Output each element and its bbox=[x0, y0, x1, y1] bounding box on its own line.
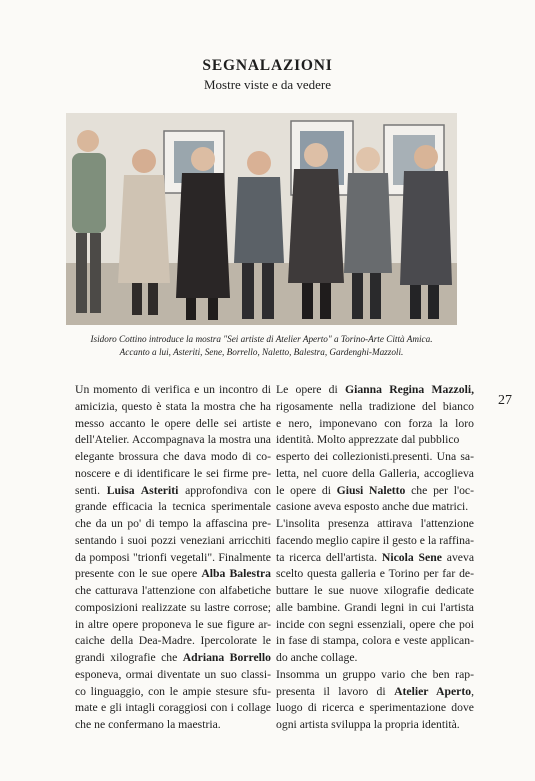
text-line bbox=[75, 684, 271, 701]
artist-name: Gianna Regina Mazzoli, bbox=[344, 383, 474, 396]
text-line bbox=[276, 382, 474, 399]
artist-name: Adriana Borrello bbox=[182, 651, 271, 664]
text-segment: approfondiva con bbox=[178, 483, 271, 497]
text-segment: sentando i suoi pozzi veneziani arricchiti bbox=[75, 533, 271, 547]
text-segment: grande efficacia la tecnica sperimentale bbox=[75, 500, 271, 514]
text-segment: presente con le sue opere bbox=[75, 567, 202, 581]
page-number: 27 bbox=[498, 393, 512, 408]
text-segment: Un momento di verifica e un incontro di bbox=[75, 383, 271, 396]
text-line bbox=[276, 600, 474, 617]
text-segment: che da un po' di tempo la affascina pre- bbox=[75, 517, 271, 530]
text-segment: scelto questa galleria e Torino per far de- bbox=[276, 567, 474, 581]
text-line bbox=[276, 633, 474, 650]
text-segment: incide con segni essenziali, opere che poi bbox=[276, 617, 474, 631]
group-photo bbox=[66, 113, 457, 325]
left-column bbox=[75, 382, 271, 734]
text-segment: identità. Molto apprezzate dal pubblico bbox=[276, 433, 460, 447]
text-line bbox=[276, 650, 474, 667]
text-segment: luogo di ricerca e sperimentazione dove bbox=[276, 701, 474, 715]
text-segment: letta, nel cuore della Galleria, accoglieva bbox=[276, 466, 474, 480]
text-segment: rigosamente nella tradizione del bianco bbox=[276, 399, 474, 413]
text-line bbox=[75, 533, 271, 550]
text-line bbox=[276, 449, 474, 466]
text-segment: elegante brossura che dava modo di co- bbox=[75, 450, 271, 463]
text-line bbox=[75, 382, 271, 399]
text-line bbox=[276, 583, 474, 600]
artist-name: Alba Balestra bbox=[201, 567, 272, 581]
text-segment: grandi xilografie che bbox=[75, 651, 183, 664]
text-line bbox=[276, 483, 474, 500]
text-line bbox=[75, 717, 271, 734]
text-line bbox=[75, 617, 271, 634]
text-segment: L'insolita presenza attirava l'attenzione bbox=[276, 517, 474, 530]
text-line bbox=[276, 516, 474, 533]
text-segment: in fase di stampa, colora e veste applican- bbox=[276, 634, 474, 648]
text-segment: in altre opere proponeva le sue figure ar- bbox=[75, 617, 271, 631]
text-segment: do anche collage. bbox=[276, 651, 358, 664]
text-line bbox=[276, 432, 474, 449]
text-segment: composizioni realizzate su lastre corrose; bbox=[75, 600, 271, 614]
photo-caption bbox=[66, 333, 457, 359]
text-line bbox=[75, 566, 271, 583]
text-segment: ogni artista sviluppa la propria identità. bbox=[276, 718, 460, 731]
page-title: SEGNALAZIONI bbox=[202, 57, 333, 74]
text-line bbox=[276, 499, 474, 516]
text-line bbox=[75, 483, 271, 500]
text-segment: aveva bbox=[441, 550, 475, 564]
page-subtitle: Mostre viste e da vedere bbox=[203, 77, 332, 92]
text-line bbox=[75, 416, 271, 433]
text-segment: e nero, imponevano con forza la loro bbox=[276, 416, 474, 430]
text-segment: co linguaggio, con le ampie stesure sfu- bbox=[75, 684, 271, 698]
text-line bbox=[276, 717, 474, 734]
text-segment: caiche della Dea-Madre. Ipercolorate le bbox=[75, 634, 271, 648]
text-line bbox=[75, 432, 271, 449]
text-segment: , bbox=[471, 684, 474, 698]
caption-line: Isidoro Cottino introduce la mostra "Sei artiste di Atelier Aperto" a Torino-Arte Città Amica. bbox=[90, 334, 433, 344]
text-segment: le opere di bbox=[276, 483, 337, 497]
text-segment: buttare le sue nuove xilografie dedicate bbox=[276, 584, 474, 597]
text-segment: senti. bbox=[75, 483, 107, 497]
text-line bbox=[276, 533, 474, 550]
artist-name: Nicola Sene bbox=[381, 550, 442, 564]
artist-name: Luisa Asteriti bbox=[106, 483, 179, 497]
text-segment: Insomma un gruppo vario che ben rap- bbox=[276, 667, 474, 681]
text-line bbox=[75, 449, 271, 466]
text-line bbox=[276, 700, 474, 717]
artist-name: Giusi Naletto bbox=[336, 483, 406, 497]
text-segment: Le opere di bbox=[276, 383, 345, 396]
right-column bbox=[276, 382, 474, 734]
text-segment: messo accanto le opere delle sei artiste bbox=[75, 416, 271, 430]
text-segment: che catturava l'attenzione con alfabetiche bbox=[75, 584, 271, 597]
text-segment: facendo meglio capire il gesto e la raffina- bbox=[276, 533, 475, 547]
text-line bbox=[75, 667, 271, 684]
text-segment: casione aveva esposto anche due matrici. bbox=[276, 500, 469, 514]
text-line bbox=[75, 650, 271, 667]
text-segment: alle bambine. Grandi legni in cui l'artista bbox=[276, 600, 474, 614]
text-line bbox=[276, 684, 474, 701]
text-segment: esponeva, ormai diventate un suo classi- bbox=[75, 667, 271, 681]
text-segment: amicizia, questo è stata la mostra che ha bbox=[75, 399, 271, 413]
text-segment: noscere e di identificare le sei firme pre- bbox=[75, 466, 271, 480]
text-segment: presenta il lavoro di bbox=[276, 684, 395, 698]
text-line bbox=[75, 399, 271, 416]
text-line bbox=[75, 583, 271, 600]
text-line bbox=[75, 550, 271, 567]
text-line bbox=[75, 499, 271, 516]
text-segment: che ne confermano la maestria. bbox=[75, 718, 221, 731]
text-segment: che per l'oc- bbox=[405, 483, 474, 497]
text-line bbox=[276, 667, 474, 684]
text-line bbox=[75, 700, 271, 717]
text-segment: ta ricerca dell'artista. bbox=[276, 550, 382, 564]
text-segment: esperto dei collezionisti.presenti. Una sa- bbox=[276, 450, 474, 463]
caption-line: Accanto a lui, Asteriti, Sene, Borrello, Naletto, Balestra, Gardenghi-Mazzoli. bbox=[119, 347, 404, 357]
text-line bbox=[75, 600, 271, 617]
text-segment: da pomposi "trionfi vegetali". Finalmente bbox=[75, 550, 271, 564]
text-line bbox=[276, 550, 474, 567]
text-line bbox=[75, 516, 271, 533]
text-line bbox=[276, 399, 474, 416]
text-line bbox=[276, 566, 474, 583]
text-line bbox=[276, 416, 474, 433]
text-line bbox=[276, 617, 474, 634]
text-line bbox=[75, 466, 271, 483]
text-line bbox=[75, 633, 271, 650]
text-segment: mate e gli intagli coraggiosi con i collage bbox=[75, 701, 271, 715]
text-segment: dell'Atelier. Accompagnava la mostra una bbox=[75, 433, 271, 447]
artist-name: Atelier Aperto bbox=[394, 684, 472, 698]
text-line bbox=[276, 466, 474, 483]
